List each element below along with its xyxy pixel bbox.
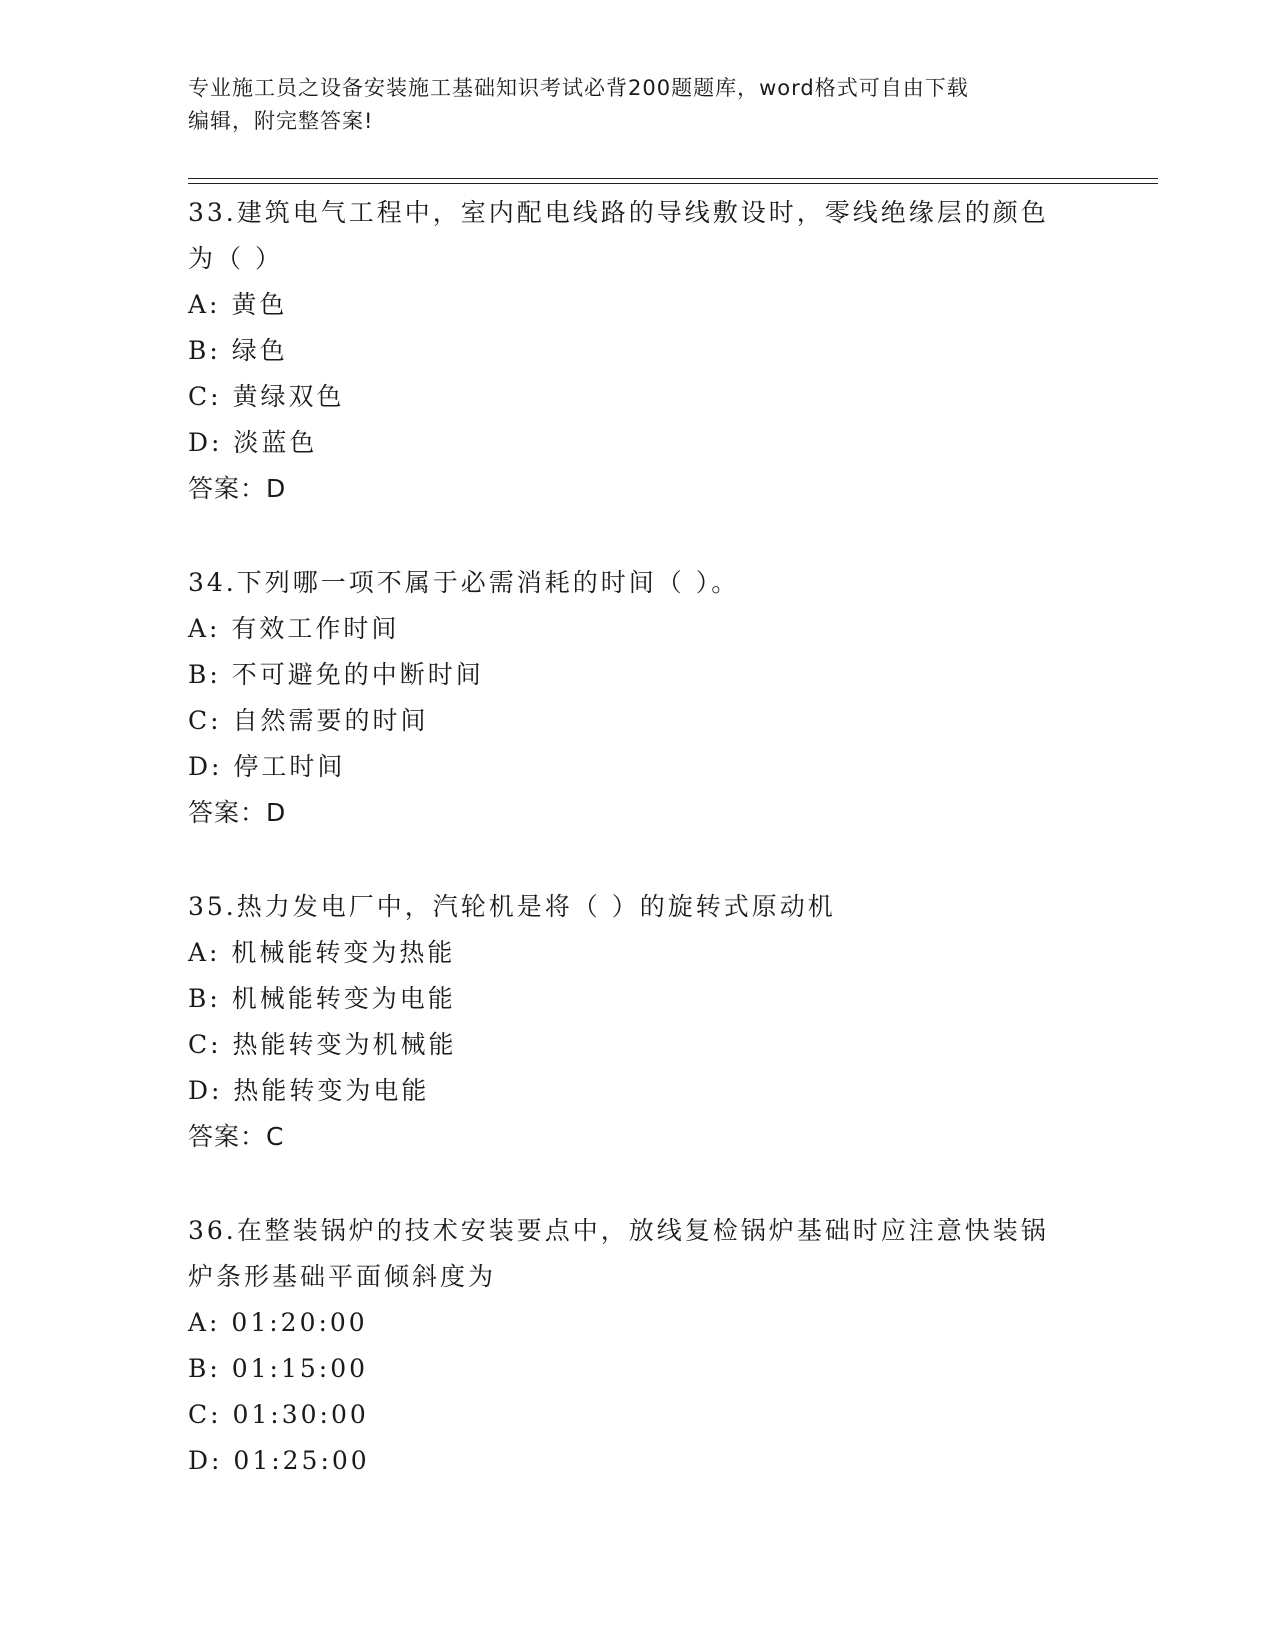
header-divider-bottom [188,183,1158,184]
option-b: B: 01:15:00 [188,1354,369,1383]
answer: 答案：D [188,474,287,503]
option-b: B: 绿色 [188,336,288,365]
question-34 [188,560,1088,836]
question-text: 35.热力发电厂中，汽轮机是将（ ）的旋转式原动机 [188,892,836,921]
question-33 [188,190,1088,512]
option-b: B: 机械能转变为电能 [188,984,456,1013]
question-text: 36.在整装锅炉的技术安装要点中，放线复检锅炉基础时应注意快装锅 [188,1216,1049,1245]
question-35 [188,884,1088,1160]
header-divider-top [188,178,1158,179]
option-b: B: 不可避免的中断时间 [188,660,484,689]
option-d: D: 01:25:00 [188,1446,370,1475]
option-c: C: 黄绿双色 [188,382,345,411]
option-c: C: 01:30:00 [188,1400,369,1429]
question-list [188,190,1088,1532]
answer: 答案：D [188,798,287,827]
header-line-1: 专业施工员之设备安装施工基础知识考试必背200题题库，word格式可自由下载 [188,76,969,100]
option-c: C: 自然需要的时间 [188,706,429,735]
option-d: D: 热能转变为电能 [188,1076,430,1105]
document-header [188,72,1088,138]
option-a: A: 机械能转变为热能 [188,938,456,967]
option-d: D: 淡蓝色 [188,428,318,457]
question-text: 33.建筑电气工程中，室内配电线路的导线敷设时，零线绝缘层的颜色 [188,198,1049,227]
option-a: A: 有效工作时间 [188,614,400,643]
question-text: 炉条形基础平面倾斜度为 [188,1262,497,1291]
question-text: 为（ ） [188,244,283,273]
option-d: D: 停工时间 [188,752,346,781]
header-line-2: 编辑，附完整答案! [188,109,374,133]
question-text: 34.下列哪一项不属于必需消耗的时间（ ）。 [188,568,740,597]
option-c: C: 热能转变为机械能 [188,1030,457,1059]
question-36 [188,1208,1088,1484]
answer: 答案：C [188,1122,285,1151]
option-a: A: 黄色 [188,290,288,319]
option-a: A: 01:20:00 [188,1308,368,1337]
